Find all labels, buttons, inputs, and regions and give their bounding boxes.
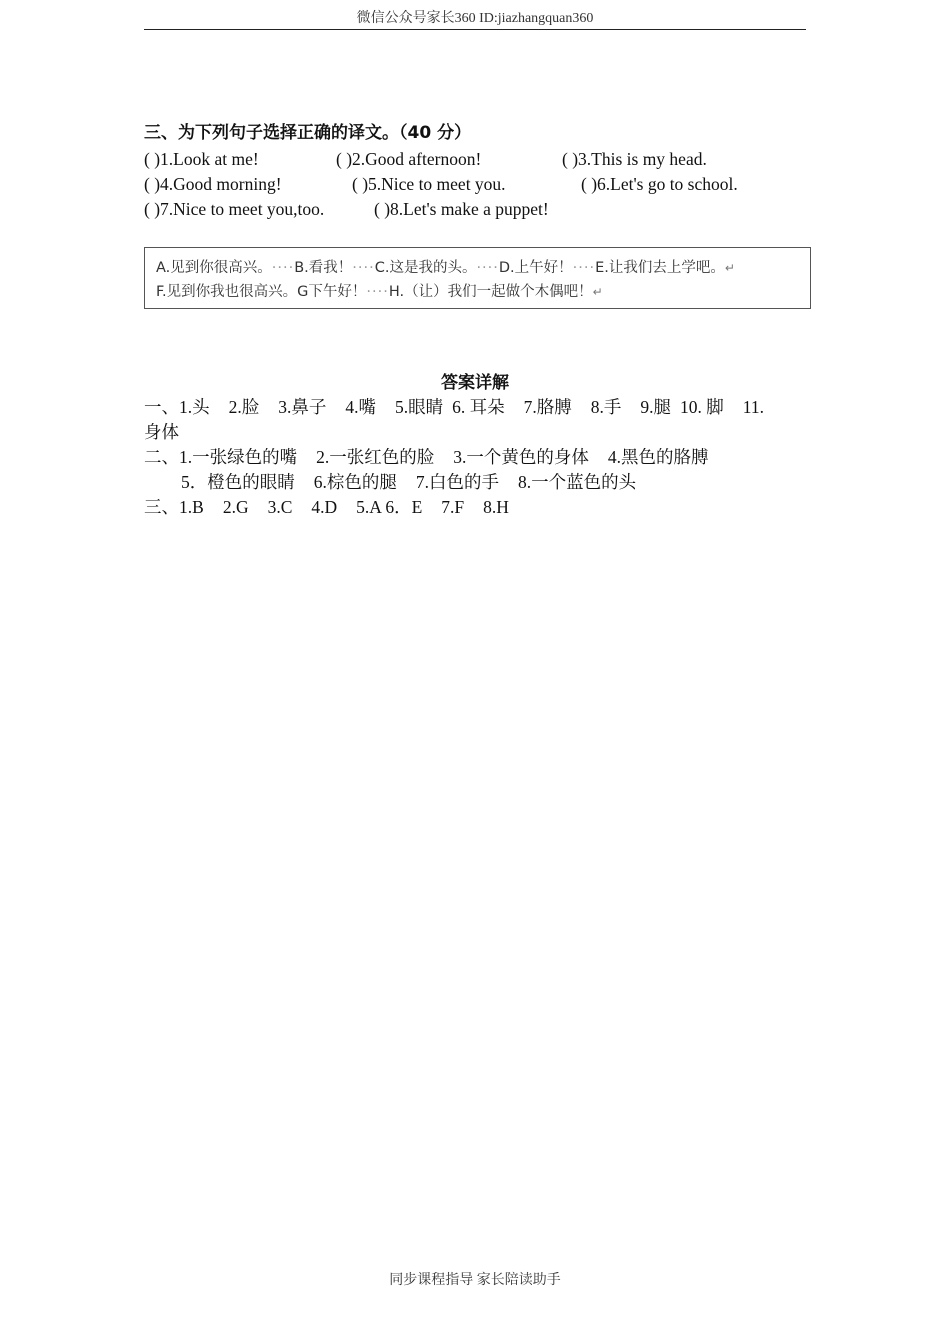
page-header: 微信公众号家长360 ID:jiazhangquan360 xyxy=(356,11,594,26)
question-6: ( )6.Let's go to school. xyxy=(581,174,738,194)
question-8: ( )8.Let's make a puppet! xyxy=(374,199,549,219)
dot-leader: ···· xyxy=(476,260,499,276)
options-line-1 xyxy=(156,257,735,279)
answer-line-4 xyxy=(144,495,509,520)
option-b: B.看我！ xyxy=(294,260,353,276)
options-box xyxy=(144,247,811,309)
answer-line-1-continued: 身体 xyxy=(144,422,179,442)
answer-item: 5.眼睛 xyxy=(395,397,444,417)
dot-leader: ···· xyxy=(352,260,375,276)
answer-item: 4.嘴 xyxy=(345,397,376,417)
answer-item: 7.F xyxy=(441,497,465,517)
answer-item: 8.H xyxy=(483,497,509,517)
answer-item: 4.D xyxy=(311,497,338,517)
answer-item: 二、1.一张绿色的嘴 xyxy=(144,447,298,467)
paragraph-mark-icon: ↵ xyxy=(724,261,735,275)
answer-item: 5.A 6．E xyxy=(356,497,423,517)
answer-item: 2.G xyxy=(222,497,249,517)
page-footer: 同步课程指导 家长陪读助手 xyxy=(389,1273,561,1288)
answer-line-3 xyxy=(181,470,636,495)
answer-item: 11. xyxy=(742,397,764,417)
answer-item: 7.胳膊 xyxy=(523,397,572,417)
question-2: ( )2.Good afternoon! xyxy=(336,149,482,169)
option-e: E.让我们去上学吧。 xyxy=(595,260,725,276)
answer-item: 10. 脚 xyxy=(680,397,724,417)
answer-item: 一、1.头 xyxy=(144,397,210,417)
dot-leader: ···· xyxy=(271,260,295,276)
option-d: D.上午好！ xyxy=(498,260,573,276)
dot-leader: ···· xyxy=(572,260,596,276)
answer-item: 6.棕色的腿 xyxy=(313,472,397,492)
options-line-2 xyxy=(156,281,603,303)
answer-item: 7.白色的手 xyxy=(415,472,499,492)
header-rule xyxy=(144,29,806,30)
option-h: H.（让）我们一起做个木偶吧！ xyxy=(388,284,593,300)
answer-item: 9.腿 xyxy=(640,397,671,417)
answer-item: 三、1.B xyxy=(144,497,204,517)
question-4: ( )4.Good morning! xyxy=(144,174,282,194)
answer-item: 8.手 xyxy=(590,397,622,417)
answers-title: 答案详解 xyxy=(441,373,509,393)
question-3: ( )3.This is my head. xyxy=(562,149,707,169)
paragraph-mark-icon: ↵ xyxy=(592,285,603,299)
dot-leader: ···· xyxy=(366,284,389,300)
answer-item: 8.一个蓝色的头 xyxy=(518,472,637,492)
question-1: ( )1.Look at me! xyxy=(144,149,259,169)
answer-item: 5．橙色的眼睛 xyxy=(181,472,295,492)
answer-item: 4.黑色的胳膊 xyxy=(607,447,709,467)
question-5: ( )5.Nice to meet you. xyxy=(352,174,506,194)
answer-item: 2.一张红色的脸 xyxy=(316,447,435,467)
option-c: C.这是我的头。 xyxy=(374,260,477,276)
answer-item: 2.脸 xyxy=(228,397,260,417)
answer-line-2 xyxy=(144,445,709,470)
question-7: ( )7.Nice to meet you,too. xyxy=(144,199,325,219)
option-a: A.见到你很高兴。 xyxy=(156,260,272,276)
answer-item: 3.鼻子 xyxy=(278,397,327,417)
answer-line-1 xyxy=(144,395,764,420)
answer-item: 3.C xyxy=(267,497,293,517)
section-title: 三、为下列句子选择正确的译文。（40 分） xyxy=(144,123,472,143)
option-f: F.见到你我也很高兴。 xyxy=(156,284,298,300)
option-g: G下午好！ xyxy=(297,284,367,300)
answer-item: 3.一个黄色的身体 xyxy=(453,447,589,467)
answer-item: 6. 耳朵 xyxy=(452,397,505,417)
